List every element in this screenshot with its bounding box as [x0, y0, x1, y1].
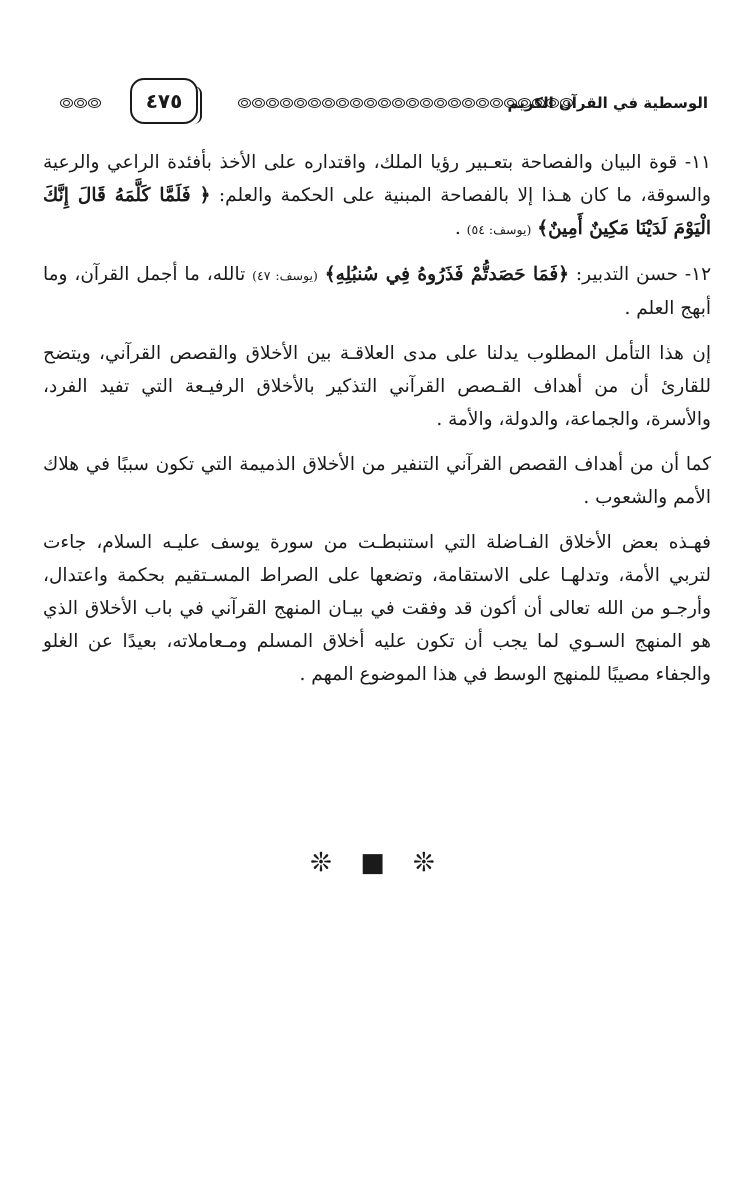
paragraph: كما أن من أهداف القصص القرآني التنفير من الأخلاق الذميمة التي تكون سببًا في هلاك الأمم والشعوب . — [43, 454, 711, 508]
header-ornament-rule — [238, 98, 574, 108]
page-number: ٤٧٥ — [145, 89, 183, 113]
page-body — [43, 146, 711, 703]
header-ornament-left — [60, 98, 102, 108]
paragraph-item-12 — [43, 258, 711, 325]
item-11-text: ١١- قوة البيان والفصاحة بتعـبير رؤيا الملك، واقتداره على الأخذ بأفئدة الراعي والرعية والسوقة، ما كان هـذا إلا بالفصاحة المبنية على الحكمة والعلم: — [43, 152, 711, 206]
running-title: الوسطية في القرآن الكريم — [507, 94, 708, 112]
item-12-end: تالله، ما أجمل القرآن، وما أبهج العلم . — [43, 264, 711, 319]
verse-reference: (يوسف: ٥٤) — [466, 222, 532, 237]
paragraph-item-11 — [43, 146, 711, 246]
item-12-text: ١٢- حسن التدبير: — [575, 264, 712, 285]
paragraph: إن هذا التأمل المطلوب يدلنا على مدى العلاقـة بين الأخلاق والقصص القرآني، ويتضح للقارئ أن من أهداف القـصص القرآني التذكير بالأخلاق الرفيـعة التي تفيد الفرد، والأسرة، والجماعة، والدولة، والأمة . — [43, 343, 711, 430]
quran-verse: ﴿ فَلَمَّا كَلَّمَهُ قَالَ إِنَّكَ الْيَوْمَ لَدَيْنَا مَكِينٌ أَمِينٌ﴾ — [43, 185, 711, 239]
paragraph: فهـذه بعض الأخلاق الفـاضلة التي استنبطـت من سورة يوسف عليـه السلام، جاءت لتربي الأمة، وتدلهـا على الاستقامة، وتضعها على الصراط المسـتقيم بحكمة واعتدال، وأرجـو من الله تعالى أن أكون قد وفقت في بيـان المنهج القرآني في باب الأخلاق الذي هو المنهج السـوي لما يجب أن تكون عليه أخلاق المسلم ومـعاملاته، بعيدًا عن الغلو والجفاء مصيبًا للمنهج الوسط في هذا الموضوع المهم . — [43, 532, 711, 685]
verse-reference: (يوسف: ٤٧) — [252, 268, 318, 283]
page-header — [58, 78, 708, 136]
quran-verse: ﴿فَمَا حَصَدتُّمْ فَذَرُوهُ فِي سُنبُلِهِ﴾ — [324, 264, 570, 285]
page-number-frame — [130, 78, 198, 124]
item-11-end: . — [454, 218, 467, 239]
section-end-ornament: ❊ ■ ❊ — [310, 848, 445, 878]
